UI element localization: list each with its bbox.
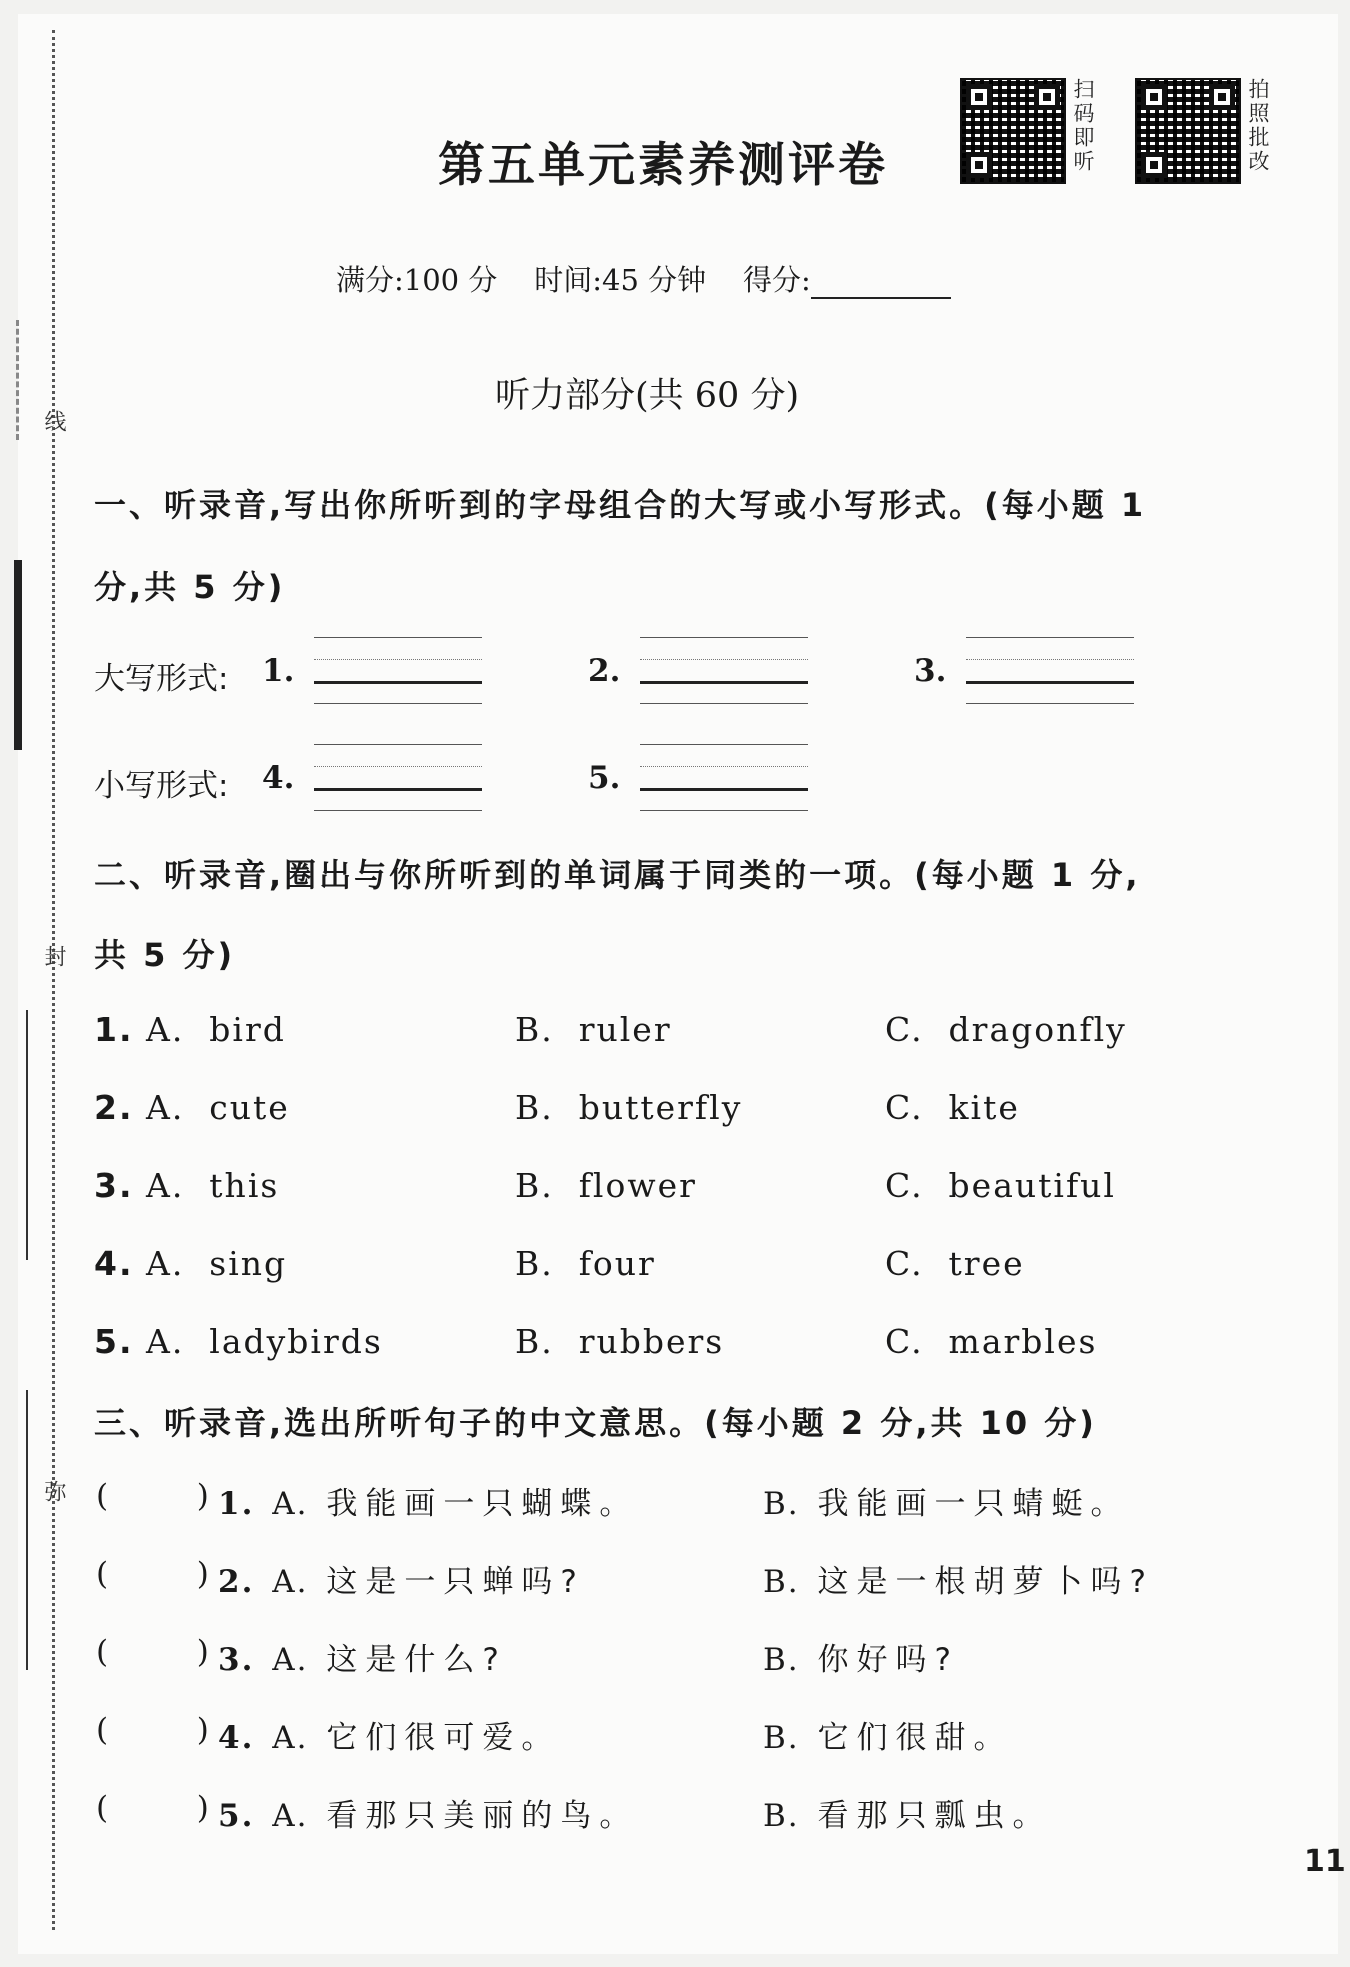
- option-b[interactable]: B. flower: [515, 1166, 697, 1205]
- q2-number: 4.: [94, 1244, 134, 1283]
- option-b[interactable]: B. butterfly: [515, 1088, 743, 1127]
- answer-blank[interactable]: ( ): [96, 1478, 209, 1514]
- writing-lines-2[interactable]: [640, 637, 808, 703]
- option-a[interactable]: A. ladybirds: [146, 1322, 383, 1361]
- q1-item-number: 4.: [262, 760, 295, 796]
- listening-section-title: 听力部分(共 60 分): [495, 376, 800, 416]
- q1-heading: 一、听录音,写出你所听到的字母组合的大写或小写形式。(每小题 1: [94, 486, 1147, 524]
- q2-number: 3.: [94, 1166, 134, 1205]
- writing-lines-5[interactable]: [640, 744, 808, 810]
- q2-heading-cont: 共 5 分): [94, 936, 236, 974]
- binding-mark-seal: 封: [41, 945, 66, 967]
- option-a-text[interactable]: 这是一只蝉吗?: [326, 1564, 585, 1600]
- binding-mark-line: 线: [41, 410, 66, 432]
- option-letter-b: B.: [763, 1564, 800, 1600]
- binding-dark-mark: [14, 560, 22, 750]
- time-limit: 时间:45 分钟: [534, 263, 707, 297]
- answer-blank[interactable]: ( ): [96, 1634, 209, 1670]
- q1-heading-cont: 分,共 5 分): [94, 568, 286, 606]
- q3-number: 1.: [218, 1486, 255, 1522]
- option-b[interactable]: B. rubbers: [515, 1322, 725, 1361]
- option-a-text[interactable]: 看那只美丽的鸟。: [326, 1798, 639, 1834]
- q3-heading: 三、听录音,选出所听句子的中文意思。(每小题 2 分,共 10 分): [94, 1404, 1097, 1442]
- option-b[interactable]: B. four: [515, 1244, 656, 1283]
- writing-lines-3[interactable]: [966, 637, 1134, 703]
- q2-heading: 二、听录音,圈出与你所听到的单词属于同类的一项。(每小题 1 分,: [94, 856, 1141, 894]
- option-c[interactable]: C. kite: [885, 1088, 1020, 1127]
- option-b-text[interactable]: 看那只瓢虫。: [817, 1798, 1052, 1834]
- q1-item-number: 3.: [914, 653, 947, 689]
- q3-row: [0, 1478, 1300, 1528]
- option-c[interactable]: C. beautiful: [885, 1166, 1116, 1205]
- option-letter-b: B.: [763, 1720, 800, 1756]
- q2-number: 1.: [94, 1010, 134, 1049]
- option-a[interactable]: A. sing: [146, 1244, 288, 1283]
- option-b-text[interactable]: 这是一根胡萝卜吗?: [817, 1564, 1154, 1600]
- qr-listen-label: 扫码即听: [1071, 78, 1095, 174]
- option-a[interactable]: A. bird: [146, 1010, 286, 1049]
- q2-row: [0, 1322, 1300, 1372]
- option-letter-a: A.: [272, 1642, 309, 1678]
- option-letter-a: A.: [272, 1798, 309, 1834]
- q1-item-number: 5.: [588, 760, 621, 796]
- writing-lines-1[interactable]: [314, 637, 482, 703]
- score-blank[interactable]: [811, 269, 951, 299]
- option-c[interactable]: C. tree: [885, 1244, 1025, 1283]
- option-b-text[interactable]: 你好吗?: [817, 1642, 959, 1678]
- answer-blank[interactable]: ( ): [96, 1556, 209, 1592]
- q3-row: [0, 1712, 1300, 1762]
- page-number: 11: [1304, 1844, 1346, 1879]
- option-letter-a: A.: [272, 1720, 309, 1756]
- option-a[interactable]: A. cute: [146, 1088, 290, 1127]
- option-letter-a: A.: [272, 1564, 309, 1600]
- qr-code-icon[interactable]: [960, 78, 1066, 184]
- option-c[interactable]: C. dragonfly: [885, 1010, 1127, 1049]
- option-b[interactable]: B. ruler: [515, 1010, 672, 1049]
- qr-grade-group[interactable]: [1135, 78, 1268, 184]
- binding-mark-close: 弥: [41, 1480, 66, 1502]
- option-letter-b: B.: [763, 1642, 800, 1678]
- q2-row: [0, 1088, 1300, 1138]
- q2-row: [0, 1244, 1300, 1294]
- option-letter-b: B.: [763, 1486, 800, 1522]
- option-b-text[interactable]: 我能画一只蜻蜓。: [817, 1486, 1130, 1522]
- writing-lines-4[interactable]: [314, 744, 482, 810]
- binding-faint-mark: [16, 320, 19, 440]
- option-a-text[interactable]: 它们很可爱。: [326, 1720, 561, 1756]
- qr-listen-group[interactable]: [960, 78, 1093, 184]
- page-title: 第五单元素养测评卷: [438, 138, 888, 193]
- option-a[interactable]: A. this: [146, 1166, 280, 1205]
- full-score: 满分:100 分: [336, 263, 498, 297]
- q2-number: 2.: [94, 1088, 134, 1127]
- option-letter-b: B.: [763, 1798, 800, 1834]
- answer-blank[interactable]: ( ): [96, 1790, 209, 1826]
- score-label: 得分:: [742, 263, 811, 297]
- q2-row: [0, 1010, 1300, 1060]
- q3-number: 5.: [218, 1798, 255, 1834]
- q3-number: 2.: [218, 1564, 255, 1600]
- option-letter-a: A.: [272, 1486, 309, 1522]
- answer-blank[interactable]: ( ): [96, 1712, 209, 1748]
- q2-row: [0, 1166, 1300, 1216]
- q3-row: [0, 1634, 1300, 1684]
- exam-meta: [336, 258, 951, 299]
- option-a-text[interactable]: 我能画一只蝴蝶。: [326, 1486, 639, 1522]
- option-c[interactable]: C. marbles: [885, 1322, 1098, 1361]
- option-b-text[interactable]: 它们很甜。: [817, 1720, 1013, 1756]
- qr-grade-label: 拍照批改: [1246, 78, 1270, 174]
- binding-rule: [26, 1390, 28, 1670]
- q3-number: 4.: [218, 1720, 255, 1756]
- q2-number: 5.: [94, 1322, 134, 1361]
- uppercase-label: 大写形式:: [94, 661, 229, 697]
- q3-row: [0, 1556, 1300, 1606]
- lowercase-label: 小写形式:: [94, 768, 229, 804]
- q3-row: [0, 1790, 1300, 1840]
- q3-number: 3.: [218, 1642, 255, 1678]
- q1-item-number: 2.: [588, 653, 621, 689]
- qr-code-icon[interactable]: [1135, 78, 1241, 184]
- option-a-text[interactable]: 这是什么?: [326, 1642, 507, 1678]
- q1-item-number: 1.: [262, 653, 295, 689]
